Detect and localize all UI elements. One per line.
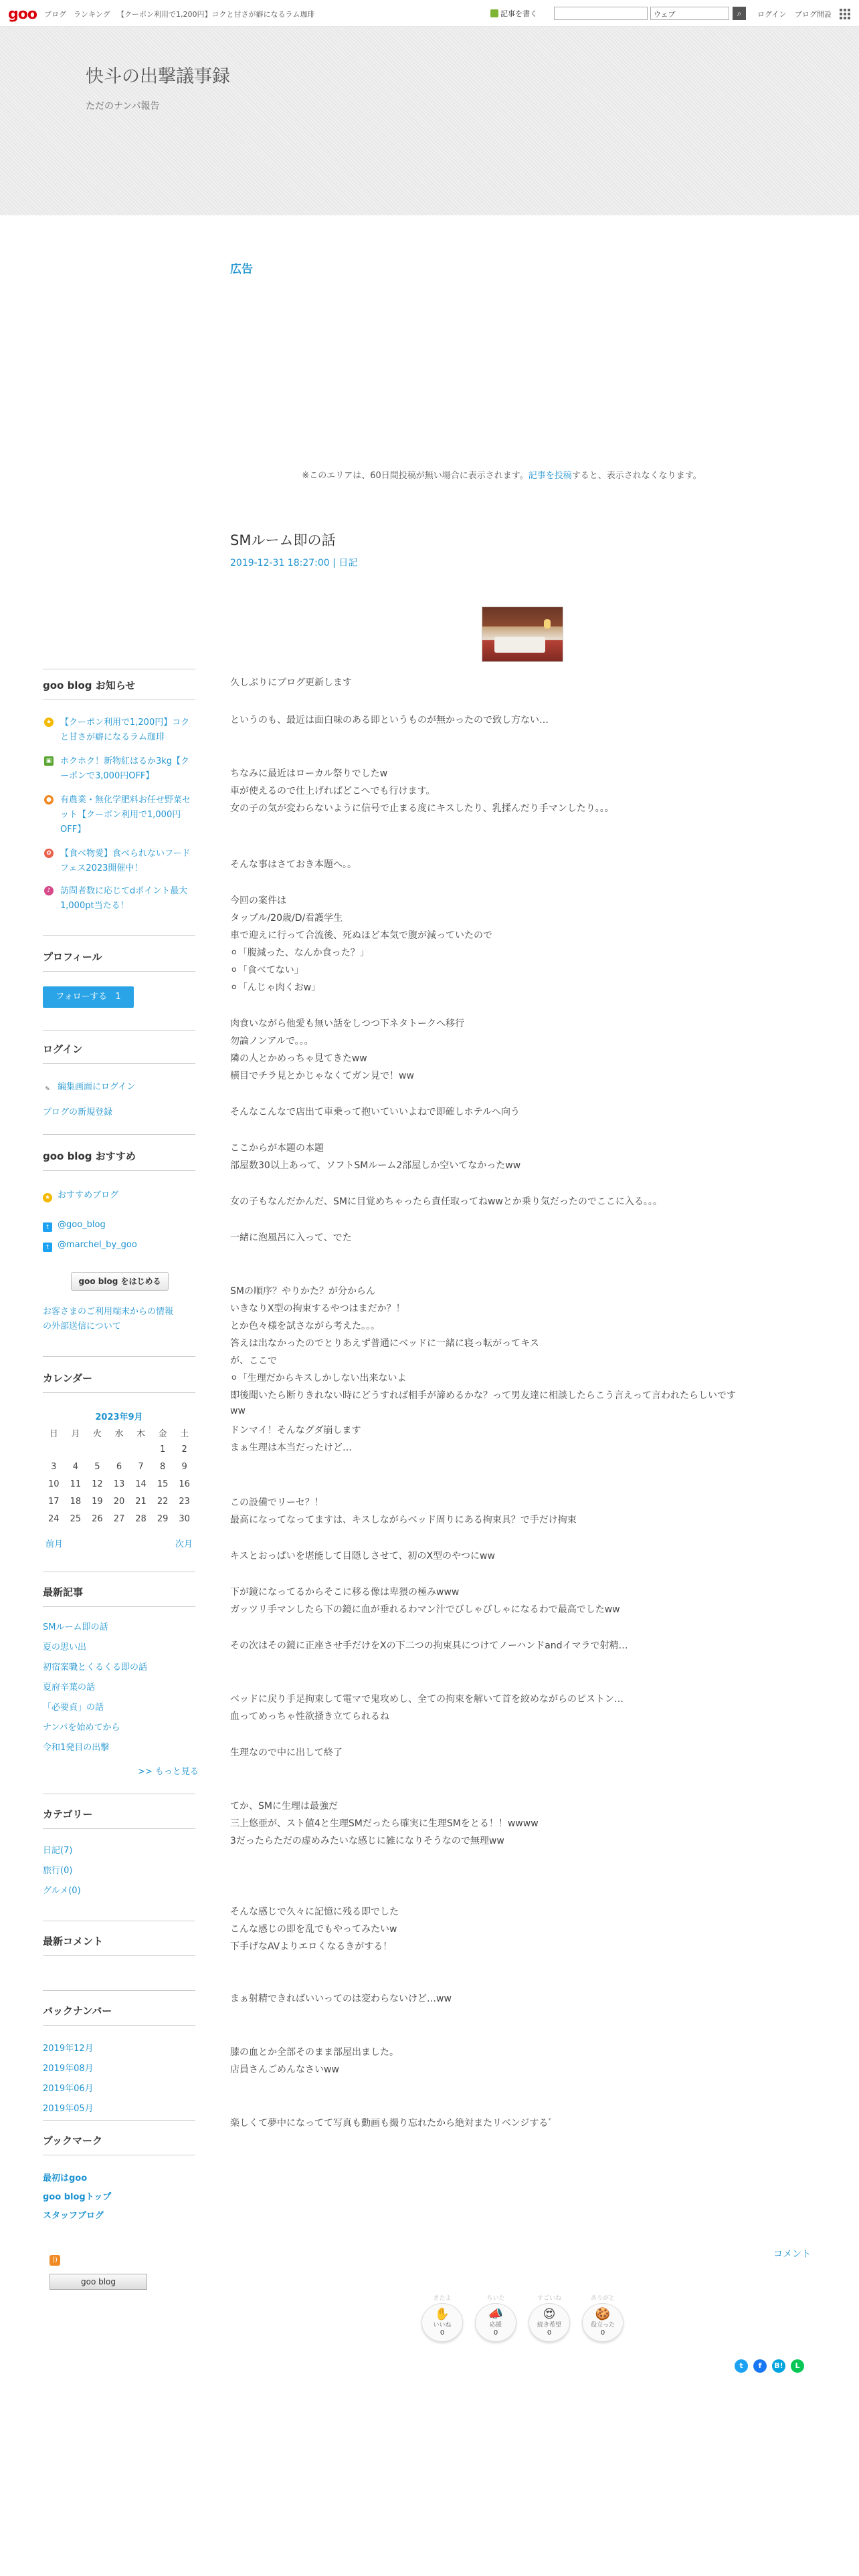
backnumber-link[interactable]: 2019年05月 xyxy=(43,2104,94,2114)
article-meta xyxy=(230,556,357,569)
calendar-day: 2 xyxy=(181,1444,187,1455)
photo-lamp-shape xyxy=(544,619,551,629)
calendar-day: 24 xyxy=(48,1513,60,1524)
reaction-circle xyxy=(421,2303,463,2342)
food-icon: ● xyxy=(44,795,54,804)
sidebar-divider xyxy=(43,1170,195,1171)
article-line: 答えは出なかったのでとりあえず普通にベッドに一緒に寝っ転がってキス xyxy=(230,1338,539,1349)
article-line: SMの順序？やりかた？が分からん xyxy=(230,1286,375,1297)
follow-button[interactable] xyxy=(43,986,134,1008)
category-link[interactable]: 日記(7) xyxy=(43,1846,73,1856)
calendar-title: カレンダー xyxy=(43,1372,93,1384)
ad-notice-text: ※このエリアは、60日間投稿が無い場合に表示されます。 xyxy=(302,471,529,481)
article-line: 久しぶりにブログ更新します xyxy=(230,677,352,688)
reaction-circle xyxy=(475,2303,516,2342)
sidebar-divider xyxy=(43,971,195,972)
news-item-label: 【クーポン利用で1,200円】コクと甘さが癖になるラム珈琲 xyxy=(60,718,190,742)
calendar-day: 11 xyxy=(70,1479,82,1489)
calendar-day: 10 xyxy=(48,1479,60,1489)
reaction-count: 0 xyxy=(600,2329,605,2337)
photo-icon: ▣ xyxy=(44,756,54,766)
calendar-day xyxy=(65,1440,87,1458)
sidebar-divider xyxy=(43,1606,195,1607)
blog-opening-link[interactable]: ブログ開設 xyxy=(795,10,832,19)
news-item-label: 有農業・無化学肥料お任せ野菜セット【クーポン利用で1,000円OFF】 xyxy=(60,795,191,835)
weekday-sat: 土 xyxy=(180,1428,189,1439)
sidebar-divider xyxy=(43,1134,195,1135)
calendar-day: 22 xyxy=(157,1496,169,1507)
calendar-day: 16 xyxy=(179,1479,190,1489)
sidebar-divider xyxy=(43,1955,195,1956)
comments-title: 最新コメント xyxy=(43,1935,104,1947)
article-photo[interactable] xyxy=(482,607,563,662)
article-line: 即後聞いたら断りきれない時にどうすれば相手が諦めるかな？って男友達に相談したらこう言えって言われたらしいです xyxy=(230,1390,736,1401)
cookie-icon: 🍪 xyxy=(595,2307,611,2321)
weekday-tue: 火 xyxy=(92,1428,102,1439)
article-line: 隣の人とかめっちゃ見てきたww xyxy=(230,1053,367,1064)
write-article-label: 記事を書く xyxy=(500,9,537,18)
nav-promo-link[interactable]: 【クーポン利用で1,200円】コクと甘さが癖になるラム珈琲 xyxy=(117,10,315,19)
article-line: いきなりX型の拘束するやつはまだか？！ xyxy=(230,1303,405,1314)
recommended-blog-label: おすすめブログ xyxy=(58,1190,119,1200)
article-line: が、ここで xyxy=(230,1356,277,1366)
calendar-month[interactable]: 2023年9月 xyxy=(95,1412,143,1422)
article-line: というのも、最近は面白味のある即というものが無かったので致し方ない… xyxy=(230,715,549,726)
login-title: ログイン xyxy=(43,1043,83,1055)
sidebar-divider xyxy=(43,1356,195,1357)
nav-ranking-link[interactable]: ランキング xyxy=(74,10,110,19)
calendar-day: 25 xyxy=(70,1513,82,1524)
calendar-week xyxy=(43,1493,195,1510)
reaction-label: 続き希望 xyxy=(537,2322,561,2329)
reaction-cheer-button[interactable] xyxy=(475,2294,516,2343)
article-line: まぁ射精できればいいってのは変わらないけど…ww xyxy=(230,1994,452,2004)
music-icon: ♪ xyxy=(44,886,54,895)
login-edit-label: 編集画面にログイン xyxy=(58,1082,136,1092)
calendar-day xyxy=(86,1440,108,1458)
recent-article-link[interactable]: 夏の思い出 xyxy=(43,1642,87,1652)
reaction-caption: すごいね xyxy=(537,2295,561,2302)
article-line: そんなこんなで店出て車乗って抱いていいよねで即確しホテルへ向う xyxy=(230,1107,520,1117)
weekday-sun: 日 xyxy=(49,1428,58,1439)
rss-icon[interactable]: )) xyxy=(50,2255,60,2266)
calendar-day: 26 xyxy=(92,1513,103,1524)
reaction-like-button[interactable] xyxy=(421,2294,463,2343)
calendar-day xyxy=(43,1440,65,1458)
reaction-count: 0 xyxy=(493,2329,498,2337)
article-line: 車が使えるので仕上げればどこへでも行けます。 xyxy=(230,786,436,796)
article-line: そんな感じで久々に記憶に残る即でした xyxy=(230,1907,399,1917)
calendar-day: 27 xyxy=(113,1513,125,1524)
twitter-icon[interactable]: t xyxy=(735,2359,748,2373)
recent-title: 最新記事 xyxy=(43,1586,84,1598)
calendar-day: 18 xyxy=(70,1496,82,1507)
bookmark-link[interactable]: goo blogトップ xyxy=(43,2192,112,2202)
goo-logo[interactable]: goo xyxy=(8,6,37,23)
article-line: とか色々様を試さながら考えた。。。 xyxy=(230,1321,380,1331)
article-line: その次はその鏡に正座させ手だけをXの下二つの拘束具につけてノーハンドandイマラで射精… xyxy=(230,1640,628,1651)
reaction-count: 0 xyxy=(440,2329,445,2337)
recent-article-link[interactable]: 初宿案職とくるくる即の話 xyxy=(43,1662,148,1673)
search-icon: ⌕ xyxy=(737,9,742,18)
recent-article-link[interactable]: 夏府辛葉の話 xyxy=(43,1683,96,1693)
calendar-week xyxy=(43,1510,195,1527)
news-item[interactable] xyxy=(43,716,195,745)
article-line: 三上悠亜が、スト値4と生理SMだったら確実に生理SMをとる！！wwww xyxy=(230,1818,539,1829)
category-link[interactable]: 旅行(0) xyxy=(43,1866,73,1876)
calendar-day: 5 xyxy=(94,1461,100,1472)
calendar-week xyxy=(43,1475,195,1493)
weekday-fri: 金 xyxy=(158,1428,167,1439)
weekday-mon: 月 xyxy=(71,1428,80,1439)
line-icon[interactable]: L xyxy=(791,2359,804,2373)
article-line: 今回の案件は xyxy=(230,895,286,906)
calendar-day: 1 xyxy=(159,1444,166,1455)
news-title: goo blog お知らせ xyxy=(43,679,136,691)
news-item[interactable] xyxy=(43,754,195,784)
reaction-label: 役立った xyxy=(590,2322,615,2329)
twitter-icon: t xyxy=(43,1222,52,1232)
sidebar-divider xyxy=(43,2120,195,2121)
comment-link[interactable]: コメント xyxy=(773,2249,811,2260)
article-line: 下が鏡になってるからそこに移る像は卑猥の極みwww xyxy=(230,1587,460,1598)
weekday-thu: 木 xyxy=(136,1428,146,1439)
article-line: ⚪︎「生理だからキスしかしない出来ないよ xyxy=(230,1373,407,1384)
article-line: まぁ生理は本当だったけど… xyxy=(230,1442,352,1453)
article-line: ⚪︎「んじゃ肉くおw」 xyxy=(230,982,321,993)
flower-icon: ✿ xyxy=(44,849,54,858)
calendar-day: 23 xyxy=(179,1496,190,1507)
login-link[interactable]: ログイン xyxy=(757,10,787,19)
follow-label: フォローする xyxy=(56,992,107,1002)
calendar-day: 3 xyxy=(51,1461,57,1472)
goo-blog-badge-label: goo blog xyxy=(80,2277,116,2286)
twitter-marchel-link[interactable] xyxy=(43,1240,137,1252)
calendar-day: 12 xyxy=(92,1479,103,1489)
goo-blog-badge[interactable] xyxy=(50,2274,147,2290)
recent-article-link[interactable]: ナンパを始めてから xyxy=(43,1723,120,1733)
blog-subtitle: ただのナンパ報告 xyxy=(86,101,160,112)
bookmark-link[interactable]: 最初はgoo xyxy=(43,2173,88,2183)
article-line: ベッドに戻り手足拘束して電マで鬼攻めし、全ての拘束を解いて首を絞めながらのピストン… xyxy=(230,1694,624,1705)
article-line: 下手げなAVよりエロくなるきがする！ xyxy=(230,1941,393,1952)
calendar-weekday-row xyxy=(43,1424,195,1440)
article-line: 膝の血とか全部そのまま部屋出ました。 xyxy=(230,2047,399,2058)
sidebar-divider xyxy=(43,699,195,700)
twitter-goo-blog-link[interactable] xyxy=(43,1220,106,1232)
calendar-day: 28 xyxy=(135,1513,147,1524)
bookmark-link[interactable]: スタッフブログ xyxy=(43,2211,104,2221)
article-line: ww xyxy=(230,1406,246,1416)
calendar-day: 9 xyxy=(181,1461,187,1472)
news-item-label: 【食べ物愛】食べられないフードフェス2023開催中！ xyxy=(60,849,191,873)
pencil-icon xyxy=(490,9,498,17)
article-line: 店員さんごめんなさいww xyxy=(230,2064,339,2075)
article-date: 2019-12-31 18:27:00 xyxy=(230,558,330,568)
post-article-link[interactable]: 記事を投稿 xyxy=(528,471,572,481)
reaction-label: 応援 xyxy=(489,2322,502,2329)
calendar-day: 15 xyxy=(157,1479,169,1489)
article-line: ⚪︎「食べてない」 xyxy=(230,965,304,976)
photo-bed-shape xyxy=(494,637,545,653)
article-line: キスとおっぱいを堪能して目隠しさせて、初のX型のやつにww xyxy=(230,1551,495,1562)
start-goo-blog-banner[interactable]: goo blog をはじめる xyxy=(71,1272,169,1291)
calendar-day: 7 xyxy=(138,1461,144,1472)
recommended-blog-link[interactable] xyxy=(43,1188,118,1202)
ad-notice-text-end: すると、表示されなくなります。 xyxy=(571,471,702,481)
more-articles-link[interactable]: >> もっと見る xyxy=(138,1767,199,1777)
article-line: 3だったらただの虚めみたいな感じに雑になりそうなので無理ww xyxy=(230,1836,504,1846)
nav-blog-link[interactable]: ブログ xyxy=(44,10,66,19)
article-line: 生理なので中に出して終了 xyxy=(230,1747,343,1758)
backnumber-link[interactable]: 2019年06月 xyxy=(43,2084,94,2094)
reaction-circle xyxy=(582,2303,624,2342)
news-item-label: ホクホク！新物紅はるか3kg【クーポンで3,000円OFF】 xyxy=(60,756,190,781)
star-icon: ★ xyxy=(44,718,54,727)
bookmark-title: ブックマーク xyxy=(43,2135,102,2147)
article-line: そんな事はさておき本題へ。。 xyxy=(230,859,357,870)
news-item[interactable] xyxy=(43,884,195,914)
twitter-goo-blog-label: @goo_blog xyxy=(58,1220,106,1230)
calendar-day: 19 xyxy=(92,1496,103,1507)
calendar-day: 20 xyxy=(113,1496,125,1507)
blog-title[interactable]: 快斗の出撃議事録 xyxy=(86,66,230,87)
hand-icon: ✋ xyxy=(434,2307,450,2321)
write-article-link[interactable] xyxy=(490,8,537,19)
article-line: この設備でリーセ？！ xyxy=(230,1497,324,1508)
ad-notice xyxy=(230,468,773,481)
category-title: カテゴリー xyxy=(43,1808,93,1820)
sidebar-divider xyxy=(43,1392,195,1393)
calendar-day: 29 xyxy=(157,1513,169,1524)
calendar-day: 14 xyxy=(135,1479,147,1489)
calendar-prev-link[interactable]: 前月 xyxy=(45,1539,64,1549)
external-info-link-line2[interactable]: の外部送信について xyxy=(43,1321,121,1331)
reaction-label: いいね xyxy=(433,2322,452,2329)
calendar-day xyxy=(108,1440,130,1458)
follow-count: 1 xyxy=(115,992,121,1002)
search-scope-select[interactable]: ウェブ xyxy=(650,7,729,20)
article-line: てか、SMに生理は最強だ xyxy=(230,1801,338,1812)
sidebar-divider xyxy=(43,2025,195,2026)
sidebar-divider xyxy=(43,1030,195,1031)
meta-separator: | xyxy=(329,558,339,568)
star-icon: ★ xyxy=(43,1193,52,1202)
article-line: 楽しくて夢中になってて写真も動画も撮り忘れたから絶対またリベンジするﾞ xyxy=(230,2118,553,2129)
calendar-day: 4 xyxy=(72,1461,78,1472)
backnumber-title: バックナンバー xyxy=(43,2005,112,2017)
backnumber-list[interactable] xyxy=(43,2036,195,2114)
twitter-icon: t xyxy=(43,1243,52,1252)
recommend-title: goo blog おすすめ xyxy=(43,1150,136,1162)
ad-label: 広告 xyxy=(230,263,253,276)
news-item-label: 訪問者数に応じてdポイント最大1,000pt当たる！ xyxy=(60,886,188,911)
reaction-count: 0 xyxy=(547,2329,552,2337)
article-line: 車で迎えに行って合流後、死ぬほど本気で腹が減っていたので xyxy=(230,930,492,941)
calendar-day: 30 xyxy=(179,1513,190,1524)
article-line: 最高になってなってますは、キスしながらベッド周りにある拘束具？で手だけ拘束 xyxy=(230,1515,577,1525)
recent-article-link[interactable]: 「必要貞」の話 xyxy=(43,1703,104,1713)
reaction-caption: ありがと xyxy=(590,2295,615,2302)
recent-article-link[interactable]: 令和1発目の出撃 xyxy=(43,1743,110,1753)
calendar-day: 6 xyxy=(116,1461,122,1472)
calendar-day: 8 xyxy=(159,1461,166,1472)
article-line: ガッツリ手マンしたら下の鏡に血が垂れるわマン汁でびしゃびしゃになるわで最高でしたww xyxy=(230,1604,620,1615)
reaction-caption: ちいた xyxy=(486,2295,505,2302)
calendar-day xyxy=(130,1440,152,1458)
login-edit-link[interactable] xyxy=(43,1079,135,1094)
article-line: 勿論ノンアルで。。。 xyxy=(230,1036,314,1047)
calendar-week xyxy=(43,1440,195,1458)
article-line: 部屋数30以上あって、ソフトSMルーム2部屋しか空いてなかったww xyxy=(230,1160,521,1171)
reaction-useful-button[interactable] xyxy=(582,2294,624,2343)
sidebar-divider xyxy=(43,935,195,936)
megaphone-icon: 📣 xyxy=(488,2307,504,2321)
facebook-icon[interactable]: f xyxy=(753,2359,767,2373)
article-line: 女の子の気が変わらないように信号で止まる度にキスしたり、乳揉んだり手マンしたり。。。 xyxy=(230,803,614,814)
calendar-day: 21 xyxy=(135,1496,147,1507)
article-line: こんな感じの即を乱でもやってみたいw xyxy=(230,1924,397,1935)
category-link[interactable]: グルメ(0) xyxy=(43,1886,81,1896)
calendar-table xyxy=(43,1424,195,1527)
calendar-week xyxy=(43,1458,195,1475)
article-category-link[interactable]: 日記 xyxy=(339,558,358,568)
search-input[interactable] xyxy=(554,7,648,20)
calendar-next-link[interactable]: 次月 xyxy=(175,1539,193,1549)
article-line: 一緒に泡風呂に入って、でた xyxy=(230,1232,352,1243)
blog-header xyxy=(0,27,859,215)
calendar-day: 17 xyxy=(48,1496,60,1507)
heart-eyes-icon: 😍 xyxy=(543,2307,556,2321)
top-bar xyxy=(0,0,859,27)
apps-grid-icon[interactable] xyxy=(840,9,850,19)
search-button[interactable] xyxy=(733,7,746,20)
article-line: タップル/20歳/D/看護学生 xyxy=(230,913,343,924)
reaction-caption: きたよ xyxy=(433,2295,452,2302)
reaction-circle xyxy=(529,2303,570,2342)
sidebar-divider xyxy=(43,1990,195,1991)
article-line: ⚪︎「腹減った、なんか食った？」 xyxy=(230,948,369,958)
sidebar-divider xyxy=(43,1828,195,1829)
news-item[interactable] xyxy=(43,847,195,876)
article-line: 女の子もなんだかんだ、SMに目覚めちゃったら責任取ってねwwとか乗り気だったのでここに入る。。。 xyxy=(230,1196,662,1207)
reaction-more-button[interactable] xyxy=(529,2294,570,2343)
calendar-day: 13 xyxy=(113,1479,125,1489)
article-line: 血ってめっちゃ性欲掻き立てられるね xyxy=(230,1711,389,1722)
backnumber-link[interactable]: 2019年12月 xyxy=(43,2044,94,2054)
article-line: 横目でチラ見とかじゃなくてガン見で！ww xyxy=(230,1071,414,1081)
article-line: ドンマイ！そんなグダ崩します xyxy=(230,1425,361,1436)
new-blog-link[interactable]: ブログの新規登録 xyxy=(43,1107,113,1117)
external-info-link-line1[interactable]: お客さまのご利用端末からの情報 xyxy=(43,1307,174,1317)
recent-article-link[interactable]: SMルーム即の話 xyxy=(43,1622,108,1632)
pencil-icon: ✎ xyxy=(45,1086,50,1093)
article-line: ここからが本題の本題 xyxy=(230,1143,324,1154)
article-line: ちなみに最近はローカル祭りでしたw xyxy=(230,768,388,779)
profile-title: プロフィール xyxy=(43,951,102,963)
news-item[interactable] xyxy=(43,793,195,837)
sidebar-divider xyxy=(43,1063,195,1064)
article-line: 肉食いながら他愛も無い話をしつつ下ネタトークへ移行 xyxy=(230,1018,464,1029)
hatena-icon[interactable]: B! xyxy=(772,2359,785,2373)
weekday-wed: 水 xyxy=(114,1428,124,1439)
backnumber-link[interactable]: 2019年08月 xyxy=(43,2064,94,2074)
twitter-marchel-label: @marchel_by_goo xyxy=(58,1240,137,1250)
article-title[interactable]: SMルーム即の話 xyxy=(230,532,336,548)
